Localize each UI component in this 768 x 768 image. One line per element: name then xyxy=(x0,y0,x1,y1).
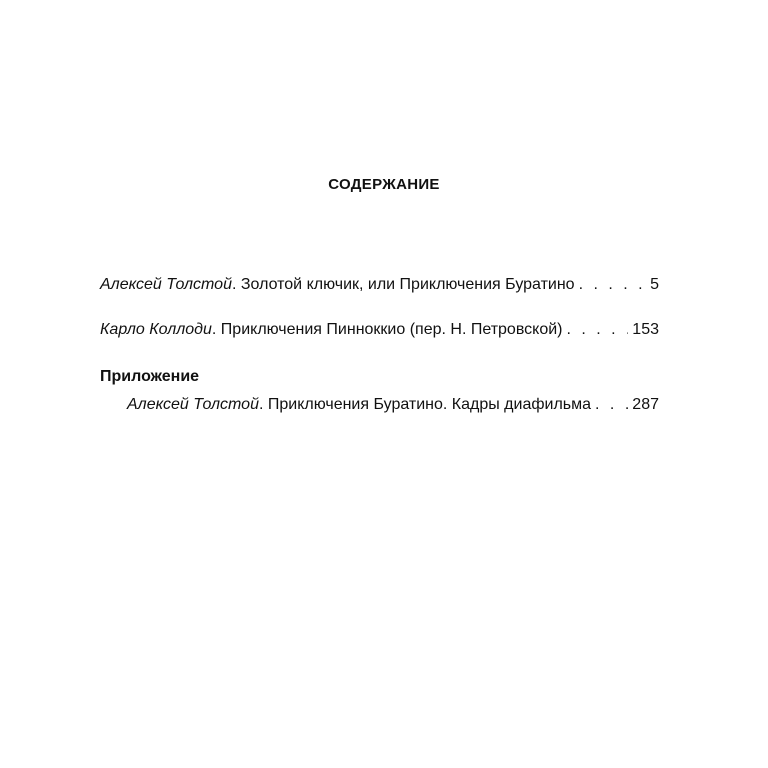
dot-leader xyxy=(566,320,628,340)
appendix-heading: Приложение xyxy=(100,368,200,385)
entry-page-number: 5 xyxy=(650,276,659,293)
dot-leader xyxy=(595,395,628,415)
entry-title: . Приключения Пинноккио (пер. Н. Петровской) xyxy=(211,321,563,338)
entry-author: Алексей Толстой xyxy=(100,276,232,293)
entry-title: . Золотой ключик, или Приключения Буратино xyxy=(231,276,575,293)
entry-text xyxy=(100,320,562,340)
entry-page-number: 287 xyxy=(632,396,659,413)
entry-author: Карло Коллоди xyxy=(100,321,212,338)
entry-page-number: 153 xyxy=(632,321,659,338)
dot-leader xyxy=(579,275,647,295)
toc-entry xyxy=(127,395,659,415)
entry-text xyxy=(100,275,575,295)
entry-author: Алексей Толстой xyxy=(127,396,259,413)
page-title: СОДЕРЖАНИЕ xyxy=(328,176,440,193)
entry-text xyxy=(127,395,591,415)
entry-title: . Приключения Буратино. Кадры диафильма xyxy=(258,396,592,413)
toc-entry xyxy=(100,320,659,340)
toc-entry xyxy=(100,275,659,295)
